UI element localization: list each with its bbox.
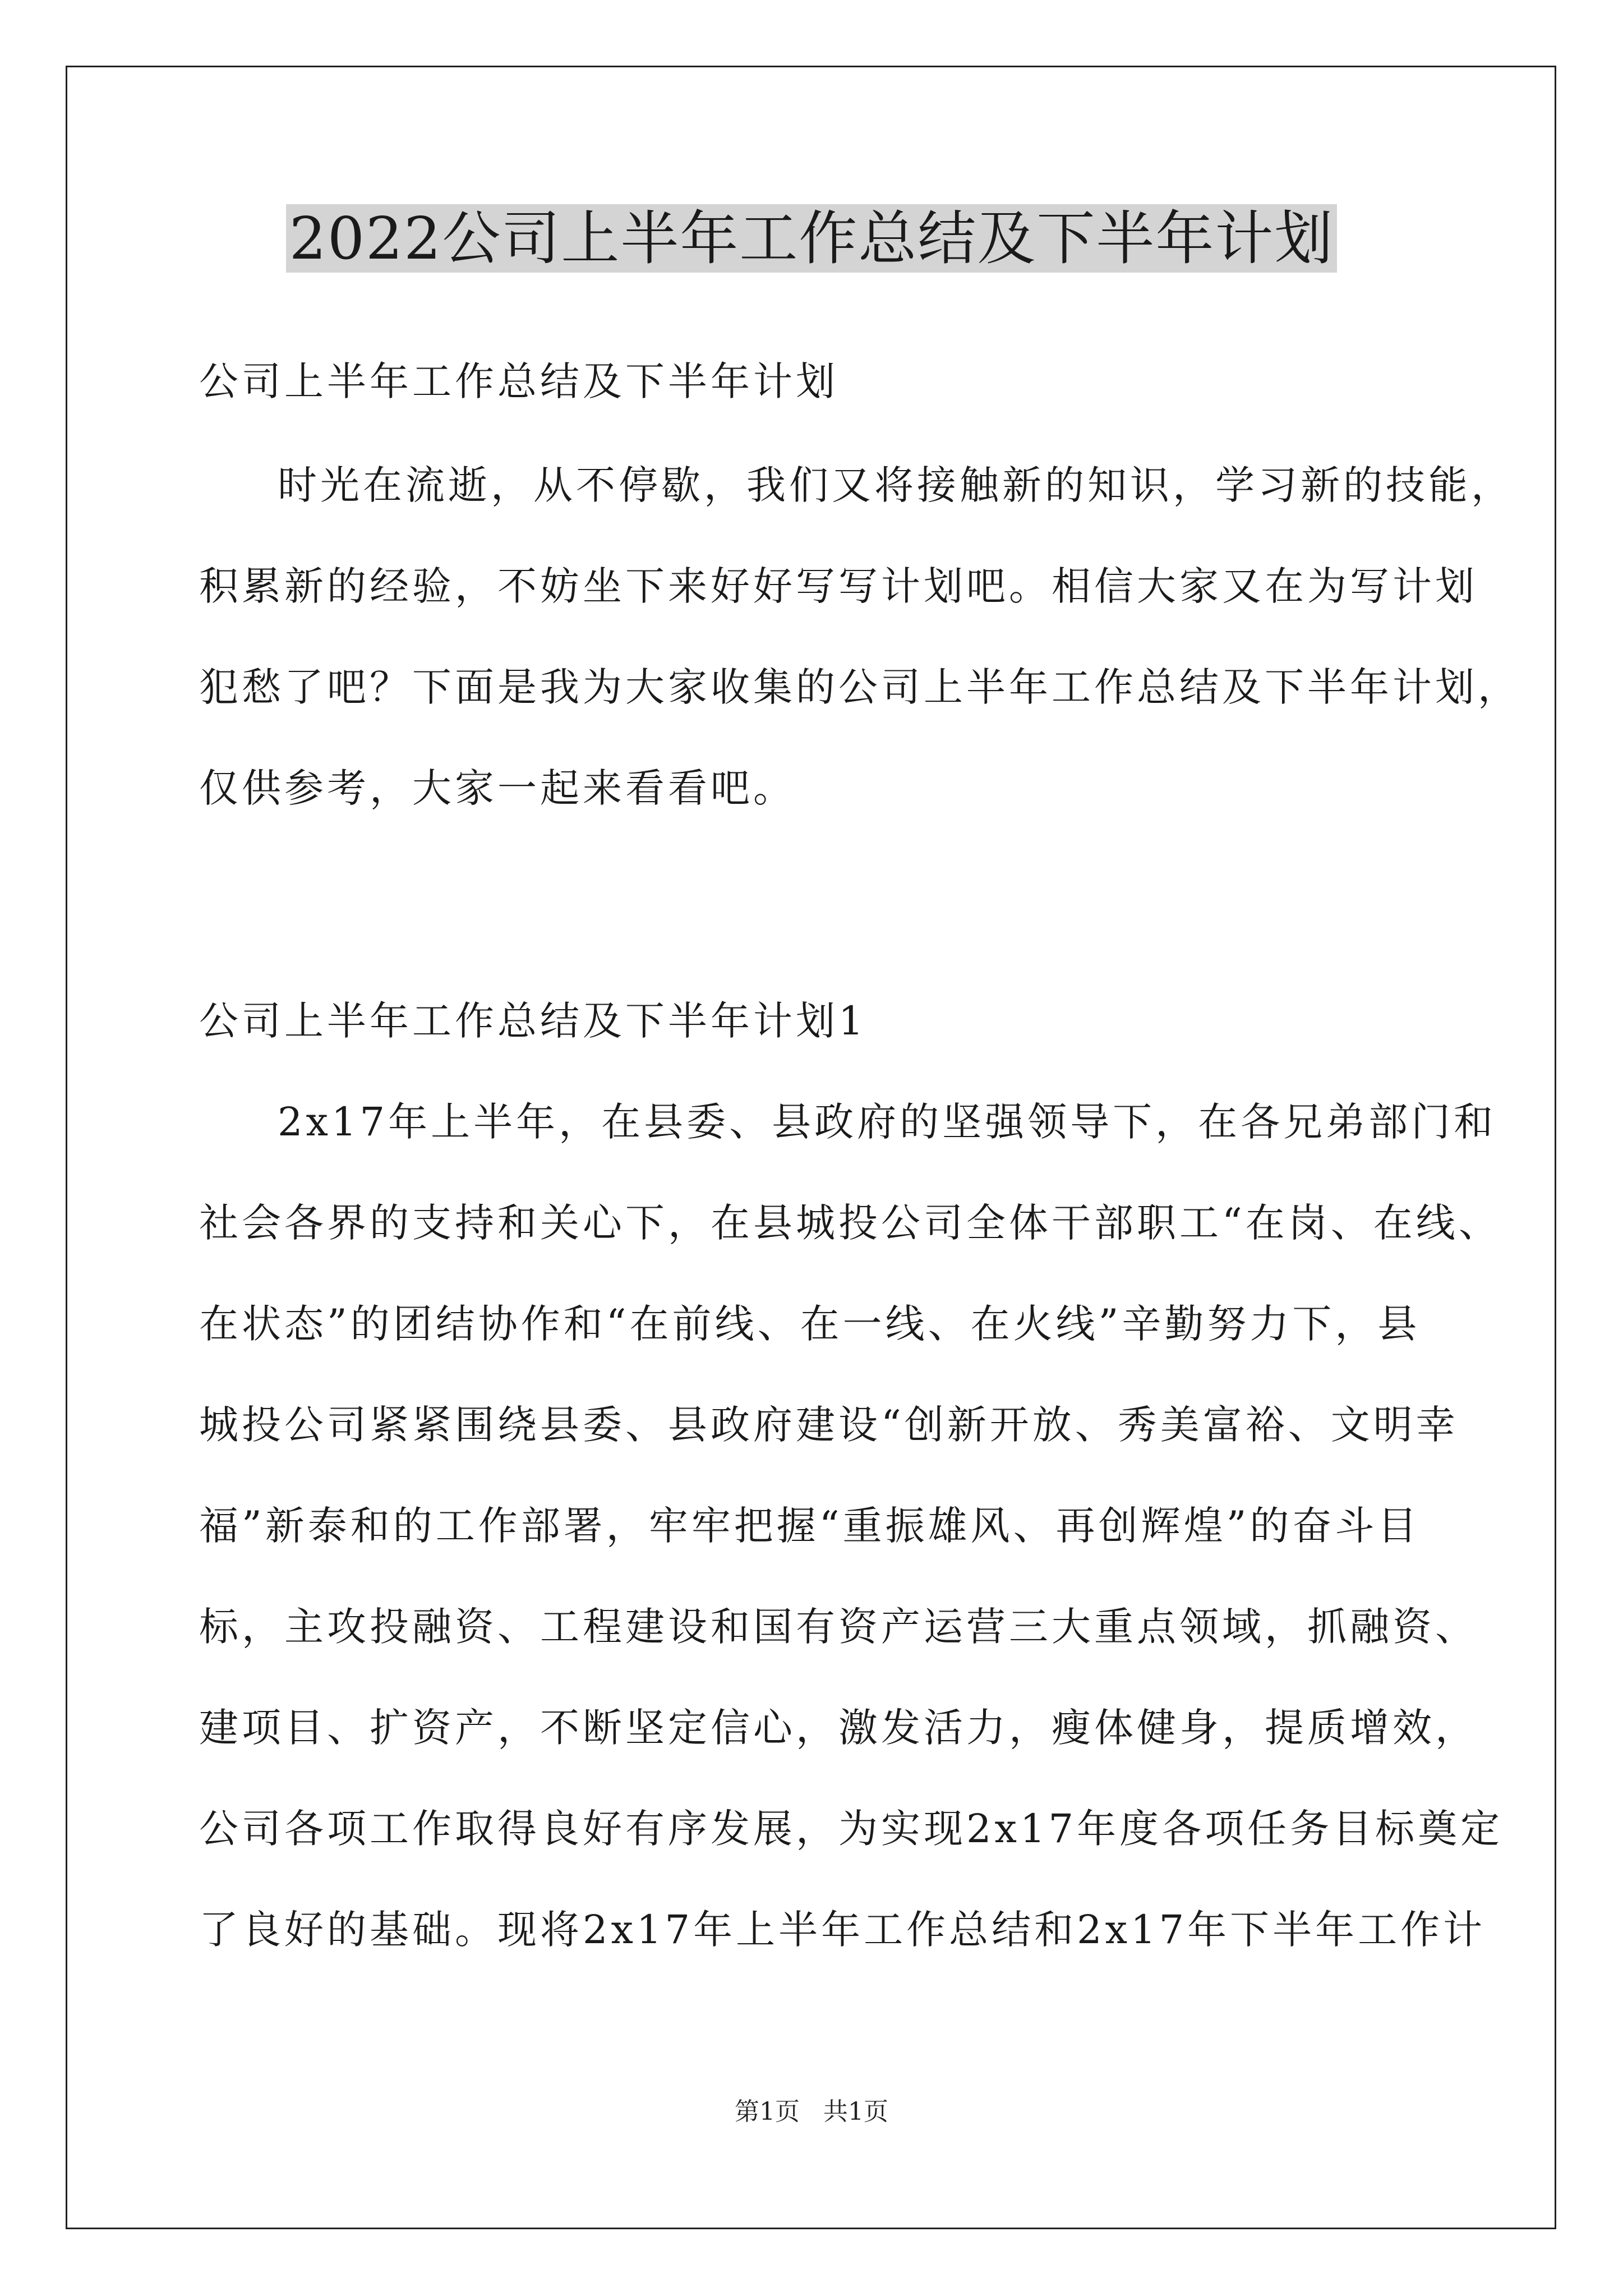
page-number-total: 共1页 xyxy=(823,2097,888,2126)
body-line: 社会各界的支持和关心下，在县城投公司全体干部职工“在岗、在线、 xyxy=(199,1200,1501,1246)
body-line: 公司各项工作取得良好有序发展，为实现2x17年度各项任务目标奠定 xyxy=(199,1806,1504,1852)
intro-line: 仅供参考，大家一起来看看吧。 xyxy=(199,765,796,811)
intro-line: 积累新的经验，不妨坐下来好好写写计划吧。相信大家又在为写计划 xyxy=(199,563,1478,609)
body-line: 城投公司紧紧围绕县委、县政府建设“创新开放、秀美富裕、文明幸 xyxy=(199,1402,1459,1448)
body-line: 在状态”的团结协作和“在前线、在一线、在火线”辛勤努力下，县 xyxy=(199,1301,1421,1347)
document-title xyxy=(0,196,1623,280)
body-line: 福”新泰和的工作部署，牢牢把握“重振雄风、再创辉煌”的奋斗目 xyxy=(199,1503,1421,1549)
document-title-text: 2022公司上半年工作总结及下半年计划 xyxy=(286,204,1338,273)
page-footer xyxy=(0,2095,1623,2129)
body-line: 2x17年上半年，在县委、县政府的坚强领导下，在各兄弟部门和 xyxy=(278,1099,1497,1145)
page-number-current: 第1页 xyxy=(735,2097,800,2126)
body-line: 标，主攻投融资、工程建设和国有资产运营三大重点领域，抓融资、 xyxy=(199,1604,1478,1650)
section-heading: 公司上半年工作总结及下半年计划1 xyxy=(199,998,867,1044)
body-line: 了良好的基础。现将2x17年上半年工作总结和2x17年下半年工作计 xyxy=(199,1907,1486,1953)
body-line: 建项目、扩资产，不断坚定信心，激发活力，瘦体健身，提质增效， xyxy=(199,1705,1478,1751)
intro-line: 时光在流逝，从不停歇，我们又将接触新的知识，学习新的技能， xyxy=(278,462,1514,508)
intro-line: 犯愁了吧？下面是我为大家收集的公司上半年工作总结及下半年计划， xyxy=(199,664,1520,710)
document-subtitle: 公司上半年工作总结及下半年计划 xyxy=(199,358,838,404)
